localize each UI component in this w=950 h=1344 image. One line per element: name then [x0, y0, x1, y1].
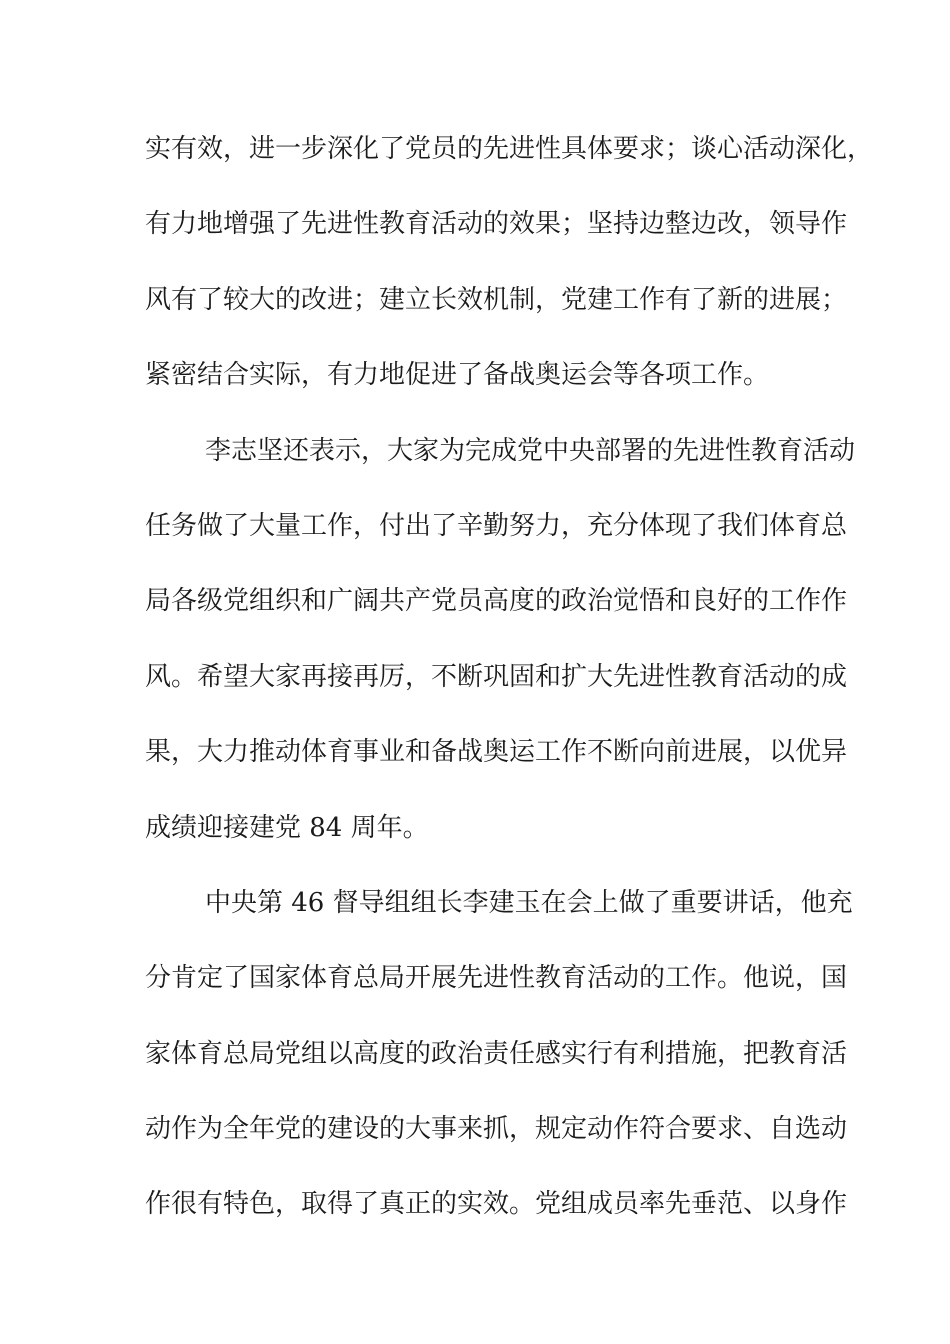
- text-line: 李志坚还表示，大家为完成党中央部署的先进性教育活动: [205, 435, 856, 466]
- text-line: 风。希望大家再接再厉，不断巩固和扩大先进性教育活动的成: [145, 661, 848, 692]
- text-line: 中央第 46 督导组组长李建玉在会上做了重要讲话，他充: [205, 887, 853, 918]
- text-line: 家体育总局党组以高度的政治责任感实行有利措施，把教育活: [145, 1038, 848, 1069]
- text-line: 局各级党组织和广阔共产党员高度的政治觉悟和良好的工作作: [145, 586, 848, 617]
- text-line: 有力地增强了先进性教育活动的效果；坚持边整边改，领导作: [145, 209, 848, 240]
- text-line: 风有了较大的改进；建立长效机制，党建工作有了新的进展；: [145, 284, 848, 315]
- text-line: 动作为全年党的建设的大事来抓，规定动作符合要求、自选动: [145, 1114, 848, 1145]
- body-text: [145, 128, 874, 1259]
- text-line: 任务做了大量工作，付出了辛勤努力，充分体现了我们体育总: [145, 510, 848, 541]
- text-line: 成绩迎接建党 84 周年。: [145, 812, 429, 843]
- text-line: 紧密结合实际，有力地促进了备战奥运会等各项工作。: [145, 360, 770, 391]
- text-line: 实有效，进一步深化了党员的先进性具体要求；谈心活动深化，: [145, 134, 874, 164]
- text-line: 分肯定了国家体育总局开展先进性教育活动的工作。他说，国: [145, 963, 848, 994]
- text-line: 果，大力推动体育事业和备战奥运工作不断向前进展，以优异: [145, 737, 848, 768]
- text-line: 作很有特色，取得了真正的实效。党组成员率先垂范、以身作: [145, 1189, 848, 1220]
